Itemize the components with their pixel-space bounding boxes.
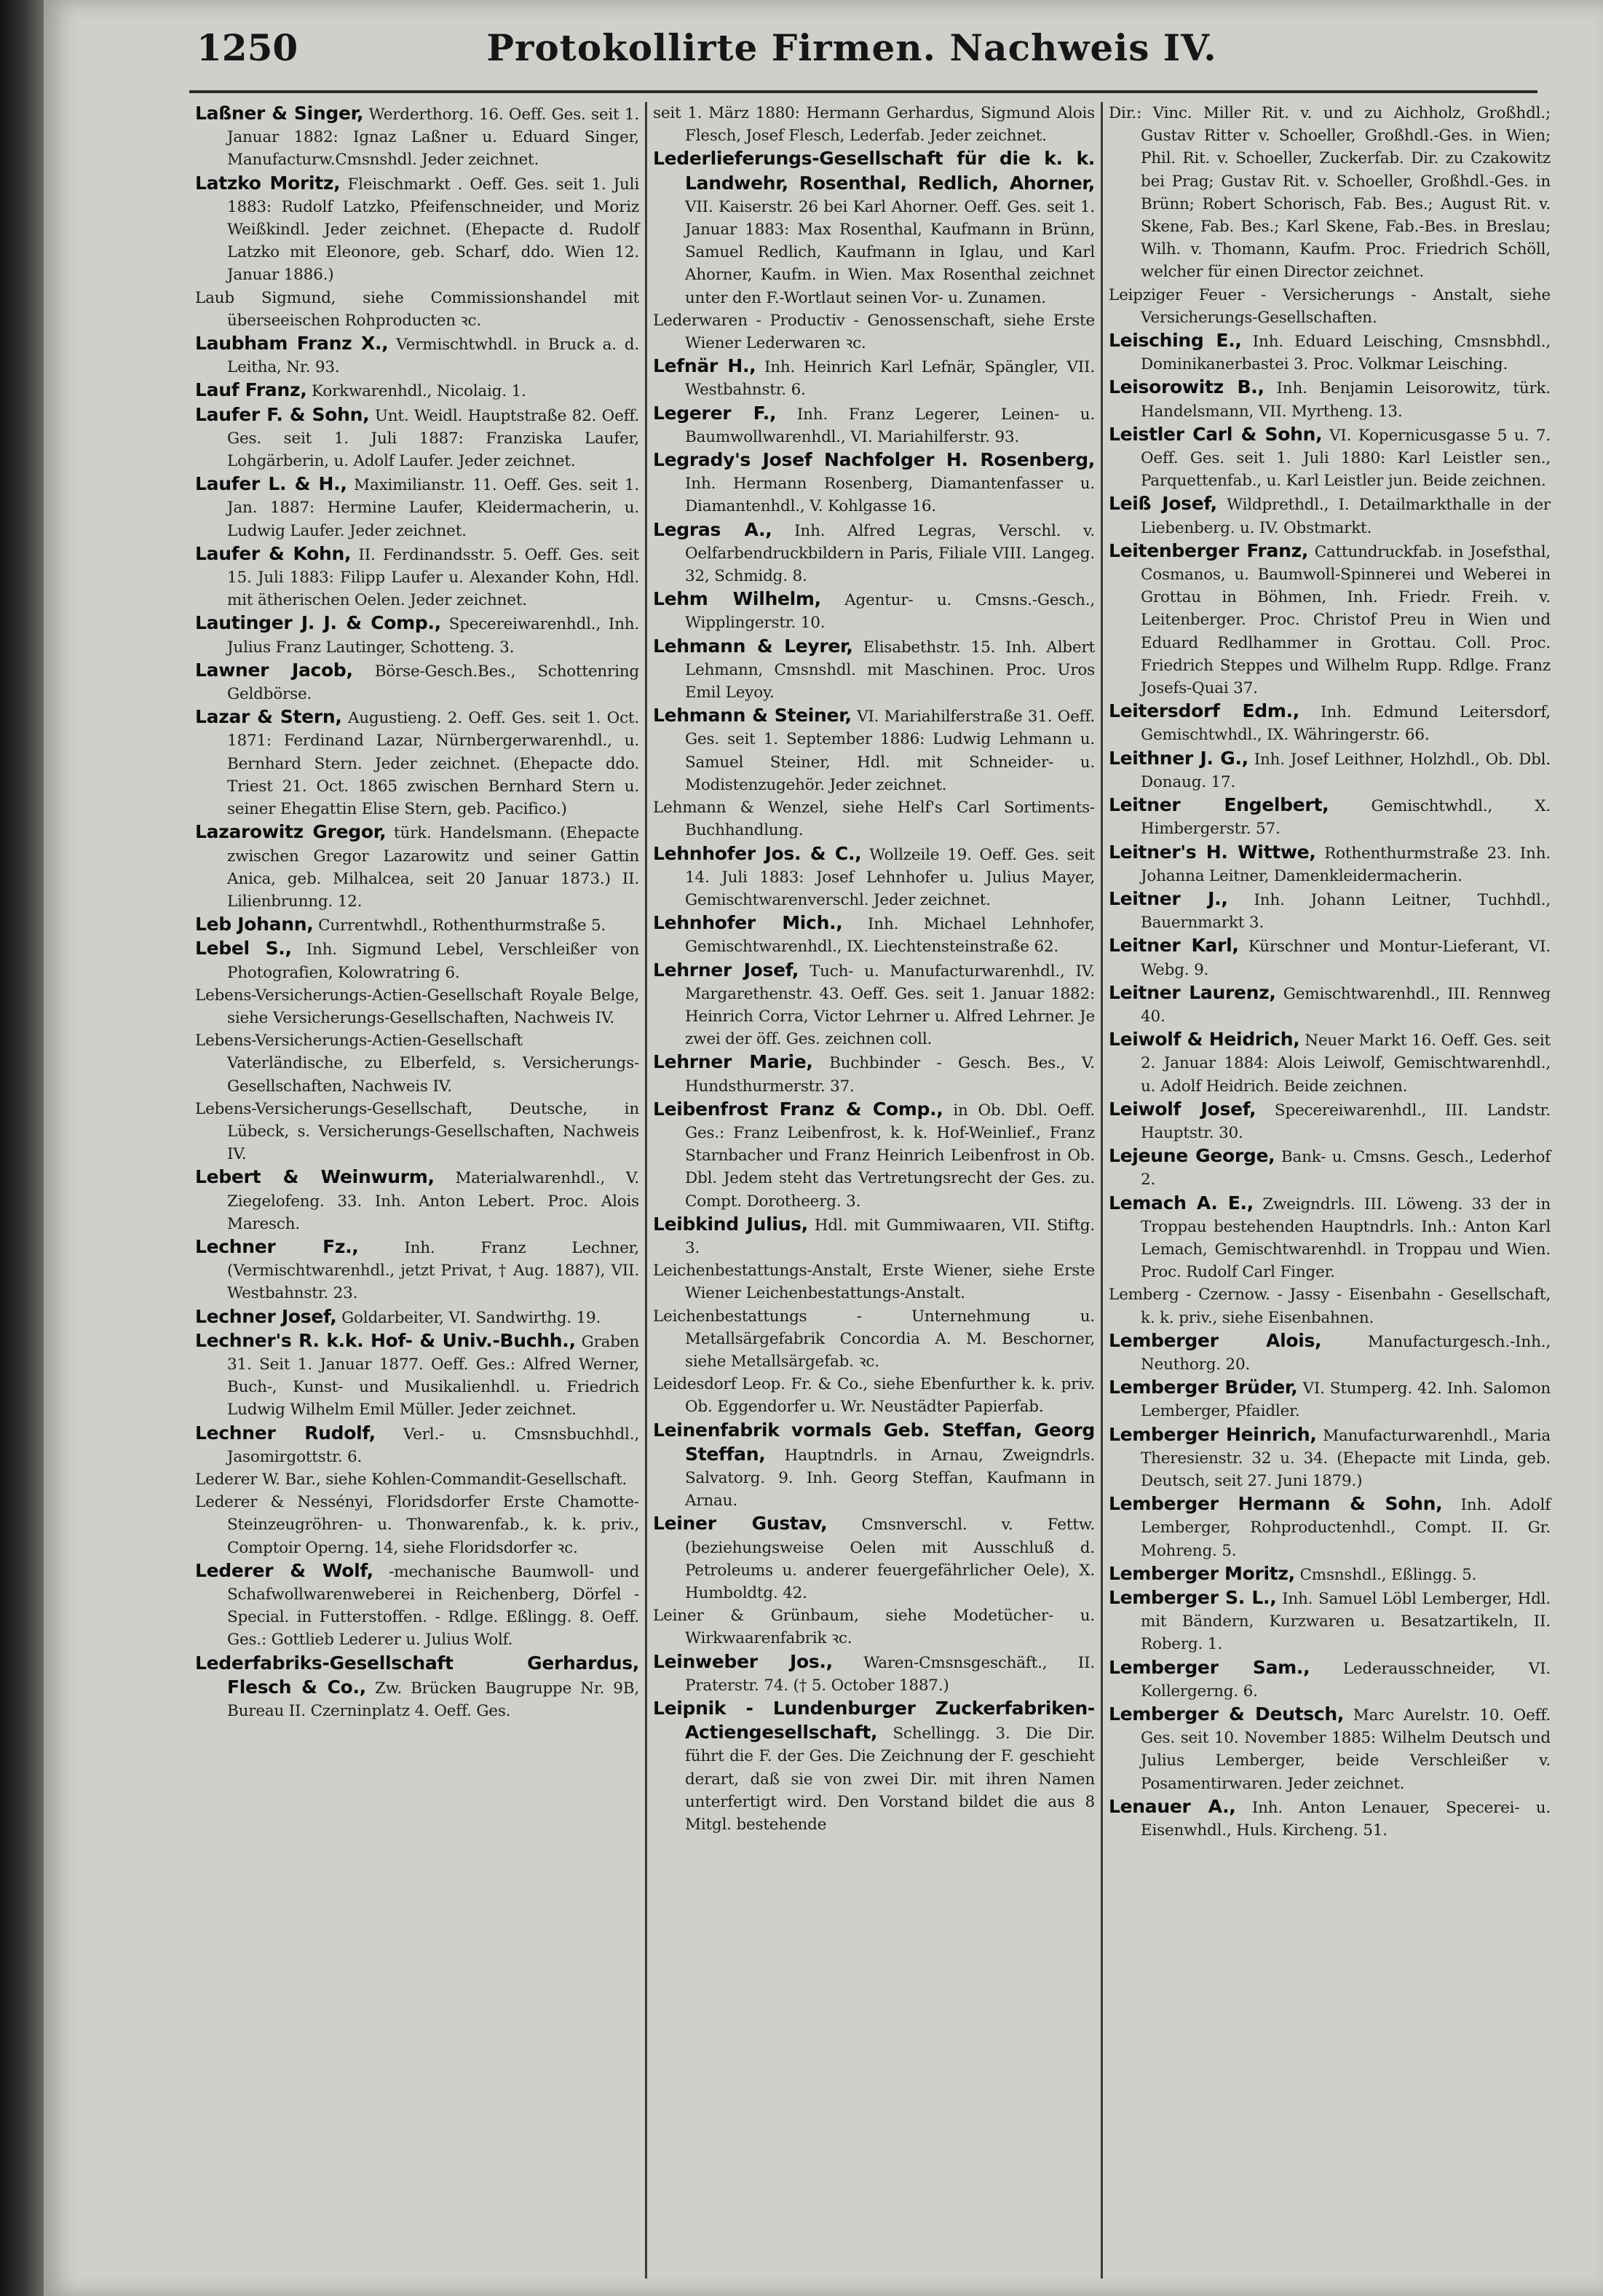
entry-text: Lederer & Nessényi, Floridsdorfer Erste Chamotte-Steinzeugröhren- u. Thonwarenfab., k. k. priv., Comptoir Operng. 14, siehe Floridsdorfer ꝛc. [195, 1493, 639, 1557]
directory-entry [1109, 1703, 1551, 1795]
firm-name: Leiner Gustav, [653, 1513, 828, 1535]
directory-entry [653, 704, 1095, 796]
entry-text: Inh. Eduard Leisching, Cmsnsbhdl., Dominikanerbastei 3. Proc. Volkmar Leisching. [1141, 333, 1551, 374]
directory-entry [1109, 1329, 1551, 1376]
entry-text: Inh. Anton Lenauer, Specerei- u. Eisenwhdl., Huls. Kircheng. 51. [1141, 1798, 1551, 1840]
entry-text: Cmsnverschl. v. Fettw. (beziehungsweise Oelen mit Ausschluß d. Petroleums u. anderer feuergefährlicher Oele), X. Humboldtg. 42. [685, 1516, 1095, 1602]
entry-text: VII. Kaiserstr. 26 bei Karl Ahorner. Oeff. Ges. seit 1. Januar 1883: Max Rosenthal, Kaufmann in Brünn, Samuel Redlich, Kaufmann in Iglau, und Karl Ahorner, Kaufm. in Wien. Max Rosenthal zeichnet unter den F.-Wortlaut seinen Vor- u. Zunamen. [685, 197, 1095, 307]
directory-entry [1109, 981, 1551, 1028]
directory-entry [195, 332, 639, 379]
directory-entry [653, 355, 1095, 401]
firm-name: Lederlieferungs-Gesellschaft für die k. k. Landwehr, Rosenthal, Redlich, Ahorner, [653, 148, 1095, 194]
directory-entry [1109, 1283, 1551, 1329]
directory-entry [195, 1098, 639, 1166]
firm-name: Leitner's H. Wittwe, [1109, 841, 1316, 863]
directory-entry [1109, 102, 1551, 284]
entry-text: Lehmann & Wenzel, siehe Helf's Carl Sortiments-Buchhandlung. [653, 799, 1095, 840]
entry-text: Buchbinder - Gesch. Bes., V. Hundsthurmerstr. 37. [685, 1054, 1095, 1096]
firm-name: Leiwolf Josef, [1109, 1098, 1256, 1120]
directory-entry [653, 147, 1095, 309]
entry-text: seit 1. März 1880: Hermann Gerhardus, Sigmund Alois Flesch, Josef Flesch, Lederfab. Jeder zeichnet. [653, 104, 1095, 146]
entry-text: in Ob. Dbl. Oeff. Ges.: Franz Leibenfrost, k. k. Hof-Weinlief., Franz Starnbacher und Franz Heinrich Leibenfrost in Ob. Dbl. Jedem steht das Vertretungsrecht der Ges. zu. Compt. Dorotheerg. 3. [685, 1101, 1095, 1211]
firm-name: Leithner J. G., [1109, 747, 1248, 769]
header-rule [189, 90, 1537, 93]
entry-text: -mechanische Baumwoll- und Schafwollwarenweberei in Reichenberg, Dörfel - Special. in Futterstoffen. - Rdlge. Eßlingg. 8. Oeff. Ges.: Gottlieb Lederer u. Julius Wolf. [227, 1562, 640, 1650]
directory-entry [1109, 1028, 1551, 1098]
firm-name: Lenauer A., [1109, 1795, 1236, 1817]
columns [189, 102, 1558, 2279]
directory-entry [653, 402, 1095, 448]
directory-entry [195, 1305, 639, 1329]
entry-text: Inh. Franz Lechner, (Vermischtwarenhdl., jetzt Privat, † Aug. 1887), VII. Westbahnstr. 23. [227, 1238, 639, 1303]
entry-text: Waren-Cmsnsgeschäft., II. Praterstr. 74. († 5. October 1887.) [685, 1653, 1095, 1695]
firm-name: Lejeune George, [1109, 1145, 1275, 1167]
firm-name: Lehrner Marie, [653, 1051, 813, 1073]
entry-text: Leichenbestattungs-Anstalt, Erste Wiener, siehe Erste Wiener Leichenbestattungs-Anstalt. [653, 1262, 1095, 1303]
entry-text: Inh. Michael Lehnhofer, Gemischtwarenhdl., IX. Liechtensteinstraße 62. [685, 915, 1096, 957]
directory-entry [195, 1329, 639, 1422]
firm-name: Lemberger Heinrich, [1109, 1423, 1317, 1445]
directory-entry [195, 542, 639, 612]
entry-text: Hdl. mit Gummiwaaren, VII. Stiftg. 3. [685, 1216, 1096, 1257]
directory-entry [1109, 1098, 1551, 1144]
entry-text: VI. Stumperg. 42. Inh. Salomon Lemberger, Pfaidler. [1141, 1379, 1551, 1421]
entry-text: Inh. Edmund Leitersdorf, Gemischtwhdl., IX. Währingerstr. 66. [1141, 703, 1551, 745]
entry-text: VI. Mariahilferstraße 31. Oeff. Ges. seit 1. September 1886: Ludwig Lehmann u. Samuel Steiner, Hdl. mit Schneider- u. Modistenzugehör. Jeder zeichnet. [685, 708, 1095, 794]
directory-entry [653, 587, 1095, 634]
directory-entry [653, 1604, 1095, 1650]
firm-name: Leb Johann, [195, 914, 314, 935]
directory-entry [653, 959, 1095, 1051]
entry-text: Leiner & Grünbaum, siehe Modetücher- u. Wirkwaarenfabrik ꝛc. [653, 1607, 1095, 1648]
firm-name: Lehnhofer Mich., [653, 912, 843, 934]
entry-text: Tuch- u. Manufacturwarenhdl., IV. Margarethenstr. 43. Oeff. Ges. seit 1. Januar 1882: Heinrich Corra, Victor Lehrner u. Alfred Lehrner. Je zwei der öff. Ges. zeichnen coll. [685, 962, 1095, 1049]
firm-name: Legrady's Josef Nachfolger H. Rosenberg, [653, 449, 1095, 471]
firm-name: Laßner & Singer, [195, 103, 364, 124]
directory-entry [1109, 284, 1551, 329]
firm-name: Laufer F. & Sohn, [195, 403, 370, 425]
directory-entry [653, 1650, 1095, 1697]
page-number: 1250 [197, 26, 298, 69]
firm-name: Leistler Carl & Sohn, [1109, 423, 1323, 445]
entry-text: Goldarbeiter, VI. Sandwirthg. 19. [341, 1308, 601, 1327]
entry-text: Leipziger Feuer - Versicherungs - Anstalt, siehe Versicherungs-Gesellschaften. [1109, 285, 1551, 327]
firm-name: Lebert & Weinwurm, [195, 1166, 435, 1188]
entry-text: Lemberg - Czernow. - Jassy - Eisenbahn - Gesellschaft, k. k. priv., siehe Eisenbahnen. [1109, 1286, 1551, 1327]
entry-text: Materialwarenhdl., V. Ziegelofeng. 33. Inh. Anton Lebert. Proc. Alois Maresch. [227, 1169, 640, 1233]
running-title: Protokollirte Firmen. Nachweis IV. [486, 26, 1217, 69]
firm-name: Leinweber Jos., [653, 1650, 833, 1672]
entry-text: Schellingg. 3. Die Dir. führt die F. der Ges. Die Zeichnung der F. geschieht derart, daß sie von zwei Dir. mit ihren Namen unterfertigt wird. Den Vorstand bildet die aus 8 Mitgl. bestehende [685, 1725, 1096, 1834]
firm-name: Lemberger Hermann & Sohn, [1109, 1493, 1443, 1515]
firm-name: Lemberger Alois, [1109, 1329, 1322, 1351]
directory-entry [195, 172, 639, 287]
directory-entry [1109, 841, 1551, 887]
directory-entry [653, 842, 1095, 912]
entry-text: Rothenthurmstraße 23. Inh. Johanna Leitner, Damenkleidermacherin. [1141, 844, 1551, 885]
directory-entry [195, 1165, 639, 1235]
directory-entry [195, 102, 639, 172]
firm-name: Leitenberger Franz, [1109, 539, 1309, 561]
firm-name: Lederer & Wolf, [195, 1559, 373, 1581]
firm-name: Legras A., [653, 518, 772, 540]
directory-entry [1109, 1795, 1551, 1842]
firm-name: Leiwolf & Heidrich, [1109, 1029, 1300, 1050]
entry-text: Vermischtwhdl. in Bruck a. d. Leitha, Nr. 93. [227, 336, 640, 377]
entry-text: Gemischtwarenhdl., III. Rennweg 40. [1141, 984, 1551, 1026]
directory-entry [195, 913, 639, 937]
directory-entry [1109, 1144, 1551, 1191]
firm-name: Lechner Fz., [195, 1235, 359, 1257]
entry-text: VI. Kopernicusgasse 5 u. 7. Oeff. Ges. seit 1. Juli 1880: Karl Leistler sen., Parquettenfab., u. Karl Leistler jun. Beide zeichnen. [1141, 426, 1551, 491]
directory-page [44, 0, 1603, 2296]
directory-entry [1109, 1492, 1551, 1562]
firm-name: Lazarowitz Gregor, [195, 821, 387, 843]
directory-entry [195, 659, 639, 705]
firm-name: Lemberger Moritz, [1109, 1562, 1295, 1584]
directory-entry [195, 1559, 639, 1652]
directory-entry [1109, 793, 1551, 840]
firm-name: Laufer & Kohn, [195, 542, 352, 564]
entry-text: Korkwarenhdl., Nicolaig. 1. [312, 382, 526, 401]
directory-entry [653, 1697, 1095, 1836]
firm-name: Lebel S., [195, 938, 292, 959]
entry-text: Wildprethdl., I. Detailmarkthalle in der Liebenberg. u. IV. Obstmarkt. [1141, 496, 1551, 537]
entry-text: Specereiwarenhdl., III. Landstr. Hauptstr. 30. [1141, 1101, 1551, 1142]
directory-entry [653, 796, 1095, 842]
directory-entry [1109, 1586, 1551, 1656]
directory-entry [195, 611, 639, 658]
directory-entry [195, 403, 639, 473]
entry-text: Wollzeile 19. Oeff. Ges. seit 14. Juli 1883: Josef Lehnhofer u. Julius Mayer, Gemischtwarenverschl. Jeder zeichnet. [685, 845, 1095, 909]
firm-name: Lehrner Josef, [653, 959, 799, 981]
firm-name: Lemberger Sam., [1109, 1656, 1310, 1678]
entry-text: Leidesdorf Leop. Fr. & Co., siehe Ebenfurther k. k. priv. Ob. Eggendorfer u. Wr. Neustädter Papierfab. [653, 1375, 1095, 1417]
firm-name: Lazar & Stern, [195, 706, 342, 728]
entry-text: Leichenbestattungs - Unternehmung u. Metallsärgefabrik Concordia A. M. Beschorner, siehe Metallsärgefab. ꝛc. [653, 1307, 1095, 1371]
entry-text: türk. Handelsmann. (Ehepacte zwischen Gregor Lazarowitz und seiner Gattin Anica, geb. Milhalcea, seit 20 Januar 1873.) II. Lilienbrunng. 12. [227, 824, 639, 911]
directory-entry [1109, 1562, 1551, 1586]
directory-entry [1109, 934, 1551, 981]
firm-name: Leibkind Julius, [653, 1213, 808, 1235]
firm-name: Leiß Josef, [1109, 493, 1217, 515]
entry-text: Kürschner und Montur-Lieferant, VI. Webg. 9. [1141, 938, 1551, 979]
directory-entry [195, 1468, 639, 1491]
firm-name: Lautinger J. J. & Comp., [195, 612, 441, 634]
firm-name: Lawner Jacob, [195, 659, 353, 681]
book-gutter [0, 0, 44, 2296]
directory-entry [1109, 423, 1551, 493]
firm-name: Lederfabriks-Gesellschaft Gerhardus, Flesch & Co., [195, 1652, 639, 1698]
entry-text: Verl.- u. Cmsnsbuchhdl., Jasomirgottstr. 6. [227, 1425, 640, 1466]
entry-text: Inh. Sigmund Lebel, Verschleißer von Photografien, Kolowratring 6. [227, 941, 640, 982]
directory-entry [653, 102, 1095, 147]
directory-entry [1109, 1656, 1551, 1703]
directory-entry [653, 1512, 1095, 1604]
firm-name: Leitner Engelbert, [1109, 794, 1329, 816]
directory-entry [1109, 539, 1551, 700]
entry-text: Börse-Gesch.Bes., Schottenring Geldbörse. [227, 662, 639, 704]
directory-entry [653, 1419, 1095, 1513]
firm-name: Lemberger & Deutsch, [1109, 1703, 1345, 1725]
entry-text: Cmsnshdl., Eßlingg. 5. [1299, 1565, 1477, 1584]
entry-text: Inh. Johann Leitner, Tuchhdl., Bauernmarkt 3. [1141, 890, 1551, 933]
column-1 [189, 102, 645, 2279]
firm-name: Lemberger Brüder, [1109, 1377, 1298, 1398]
directory-entry [195, 1029, 639, 1098]
entry-text: Lebens-Versicherungs-Actien-Gesellschaft Royale Belge, siehe Versicherungs-Gesellschaften, Nachweis IV. [195, 986, 639, 1027]
firm-name: Lechner Rudolf, [195, 1422, 376, 1444]
entry-text: Inh. Franz Legerer, Leinen- u. Baumwollwarenhdl., VI. Mariahilferstr. 93. [685, 405, 1095, 446]
directory-entry [195, 984, 639, 1029]
entry-text: Augustieng. 2. Oeff. Ges. seit 1. Oct. 1871: Ferdinand Lazar, Nürnbergerwarenhdl., u. Bernhard Stern. Jeder zeichnet. (Ehepacte ddo. Triest 21. Oct. 1865 zwischen Bernhard Stern u. seiner Ehegattin Elise Stern, geb. Pacifico.) [227, 709, 639, 819]
entry-text: Lederer W. Bar., siehe Kohlen-Commandit-Gesellschaft. [195, 1470, 628, 1489]
column-3 [1101, 102, 1556, 2279]
firm-name: Leinenfabrik vormals Geb. Steffan, Georg Steffan, [653, 1419, 1095, 1465]
firm-name: Lefnär H., [653, 355, 756, 377]
firm-name: Latzko Moritz, [195, 172, 341, 194]
entry-text: Maximilianstr. 11. Oeff. Ges. seit 1. Jan. 1887: Hermine Laufer, Kleidermacherin, u. Ludwig Laufer. Jeder zeichnet. [227, 476, 639, 540]
entry-text: Inh. Alfred Legras, Verschl. v. Oelfarbendruckbildern in Paris, Filiale VIII. Langeg. 32, Schmidg. 8. [685, 521, 1095, 586]
directory-entry [653, 1098, 1095, 1213]
directory-entry [653, 1213, 1095, 1259]
entry-text: Inh. Josef Leithner, Holzhdl., Ob. Dbl. Donaug. 17. [1141, 750, 1551, 791]
firm-name: Lemach A. E., [1109, 1192, 1254, 1214]
firm-name: Lemberger S. L., [1109, 1587, 1277, 1608]
entry-text: Werderthorg. 16. Oeff. Ges. seit 1. Januar 1882: Ignaz Laßner u. Eduard Singer, Manufacturw.Cmsnshdl. Jeder zeichnet. [227, 106, 639, 170]
entry-text: Laub Sigmund, siehe Commissionshandel mit überseeischen Rohproducten ꝛc. [195, 288, 639, 330]
directory-entry [653, 635, 1095, 705]
entry-text: Neuer Markt 16. Oeff. Ges. seit 2. Januar 1884: Alois Leiwolf, Gemischtwarenhdl., u. Adolf Heidrich. Beide zeichnen. [1141, 1032, 1551, 1096]
firm-name: Lehm Wilhelm, [653, 588, 821, 610]
directory-entry [195, 379, 639, 403]
firm-name: Lechner's R. k.k. Hof- & Univ.-Buchh., [195, 1329, 576, 1351]
firm-name: Lechner Josef, [195, 1305, 337, 1327]
entry-text: Lederausschneider, VI. Kollergerng. 6. [1141, 1659, 1551, 1701]
entry-text: Inh. Adolf Lemberger, Rohproductenhdl., Compt. II. Gr. Mohreng. 5. [1141, 1496, 1551, 1560]
entry-text: Lebens-Versicherungs-Gesellschaft, Deutsche, in Lübeck, s. Versicherungs-Gesellschaften, Nachweis IV. [195, 1099, 639, 1164]
firm-name: Laubham Franz X., [195, 333, 389, 355]
directory-entry [653, 911, 1095, 958]
directory-entry [1109, 887, 1551, 934]
firm-name: Leitner Karl, [1109, 935, 1239, 957]
directory-entry [195, 287, 639, 332]
directory-entry [1109, 1423, 1551, 1493]
entry-text: II. Ferdinandsstr. 5. Oeff. Ges. seit 15. Juli 1883: Filipp Laufer u. Alexander Kohn, Hdl. mit ätherischen Oelen. Jeder zeichnet. [227, 545, 639, 610]
firm-name: Legerer F., [653, 402, 777, 424]
directory-entry [195, 1652, 639, 1723]
firm-name: Leitner J., [1109, 887, 1228, 909]
directory-entry [653, 309, 1095, 355]
entry-text: Fleischmarkt . Oeff. Ges. seit 1. Juli 1883: Rudolf Latzko, Pfeifenschneider, und Moriz Weißkindl. Jeder zeichnet. (Ehepacte d. Rudolf Latzko mit Eleonore, geb. Scharf, ddo. Wien 12. Januar 1886.) [227, 175, 639, 285]
entry-text: Elisabethstr. 15. Inh. Albert Lehmann, Cmsnshdl. mit Maschinen. Proc. Uros Emil Leyoy. [685, 638, 1095, 702]
entry-text: Marc Aurelstr. 10. Oeff. Ges. seit 10. November 1885: Wilhelm Deutsch und Julius Lemberger, beide Verschleißer v. Posamentirwaren. Jeder zeichnet. [1141, 1706, 1551, 1793]
firm-name: Lehmann & Steiner, [653, 705, 852, 727]
firm-name: Leibenfrost Franz & Comp., [653, 1098, 943, 1120]
entry-text: Manufacturwarenhdl., Maria Theresienstr. 32 u. 34. (Ehepacte mit Linda, geb. Deutsch, seit 27. Juni 1879.) [1141, 1426, 1551, 1490]
directory-entry [653, 1305, 1095, 1374]
directory-entry [195, 705, 639, 820]
directory-entry [1109, 1192, 1551, 1284]
entry-text: Inh. Heinrich Karl Lefnär, Spängler, VII. Westbahnstr. 6. [685, 358, 1095, 400]
entry-text: Graben 31. Seit 1. Januar 1877. Oeff. Ges.: Alfred Werner, Buch-, Kunst- und Musikalienhdl. u. Friedrich Ludwig Wilhelm Emil Müller. Jeder zeichnet. [227, 1332, 639, 1420]
entry-text: Lederwaren - Productiv - Genossenschaft, siehe Erste Wiener Lederwaren ꝛc. [653, 311, 1095, 353]
entry-text: Inh. Benjamin Leisorowitz, türk. Handelsmann, VII. Myrtheng. 13. [1141, 379, 1551, 421]
entry-text: Zw. Brücken Baugruppe Nr. 9B, Bureau II. Czerninplatz 4. Oeff. Ges. [227, 1679, 640, 1721]
directory-entry [653, 1373, 1095, 1418]
firm-name: Lehnhofer Jos. & C., [653, 842, 862, 864]
entry-text: Unt. Weidl. Hauptstraße 82. Oeff. Ges. seit 1. Juli 1887: Franziska Laufer, Lohgärberin, u. Adolf Laufer. Jeder zeichnet. [227, 406, 640, 471]
entry-text: Zweigndrls. III. Löweng. 33 der in Troppau bestehenden Hauptndrls. Inh.: Anton Karl Lemach, Gemischtwarenhdl. in Troppau und Wien. Proc. Rudolf Carl Finger. [1141, 1195, 1551, 1282]
directory-entry [195, 1422, 639, 1468]
page-header [197, 26, 1507, 92]
entry-text: Currentwhdl., Rothenthurmstraße 5. [318, 917, 606, 935]
directory-entry [195, 820, 639, 913]
firm-name: Lauf Franz, [195, 379, 307, 401]
directory-entry [195, 1491, 639, 1559]
entry-text: Inh. Samuel Löbl Lemberger, Hdl. mit Bändern, Kurzwaren u. Besatzartikeln, II. Roberg. 1. [1141, 1590, 1551, 1654]
firm-name: Leipnik - Lundenburger Zuckerfabriken-Actiengesellschaft, [653, 1698, 1095, 1743]
firm-name: Leisorowitz B., [1109, 376, 1264, 398]
directory-entry [1109, 1376, 1551, 1422]
directory-entry [195, 1235, 639, 1305]
entry-text: Lebens-Versicherungs-Actien-Gesellschaft Vaterländische, zu Elberfeld, s. Versicherungs-Gesellschaften, Nachweis IV. [195, 1032, 639, 1096]
directory-entry [1109, 492, 1551, 539]
directory-entry [195, 937, 639, 983]
directory-entry [653, 1050, 1095, 1097]
entry-text: Cattundruckfab. in Josefsthal, Cosmanos, u. Baumwoll-Spinnerei und Weberei in Grottau in Böhmen, Inh. Friedr. Freih. v. Leitenberger. Proc. Christof Preu in Wien und Eduard Redlhammer in Grottau. Coll. Proc. Friedrich Steppes und Wilhelm Rupp. Rdlge. Franz Josefs-Quai 37. [1141, 542, 1551, 698]
directory-entry [1109, 376, 1551, 422]
entry-text: Manufacturgesch.-Inh., Neuthorg. 20. [1141, 1332, 1551, 1374]
firm-name: Leitner Laurenz, [1109, 981, 1276, 1003]
directory-entry [1109, 329, 1551, 376]
entry-text: Gemischtwhdl., X. Himbergerstr. 57. [1141, 797, 1551, 839]
directory-entry [1109, 747, 1551, 793]
firm-name: Lehmann & Leyrer, [653, 635, 853, 657]
firm-name: Laufer L. & H., [195, 473, 347, 495]
entry-text: Dir.: Vinc. Miller Rit. v. und zu Aichholz, Großhdl.; Gustav Ritter v. Schoeller, Großhdl.-Ges. in Wien; Phil. Rit. v. Schoeller, Zuckerfab. Dir. zu Czakowitz bei Prag; Gustav Rit. v. Schoeller, Großhdl.-Ges. in Brünn; Robert Schorisch, Fab. Bes.; August Rit. v. Skene, Fab. Bes.; Karl Skene, Fab.-Bes. in Breslau; Wilh. v. Thomann, Kaufm. Proc. Friedrich Schöll, welcher für einen Director zeichnet. [1109, 104, 1551, 282]
column-2 [645, 102, 1101, 2279]
entry-text: Specereiwarenhdl., Inh. Julius Franz Lautinger, Schotteng. 3. [227, 615, 640, 657]
directory-entry [653, 1259, 1095, 1305]
directory-entry [653, 518, 1095, 588]
directory-entry [195, 472, 639, 542]
entry-text: Hauptndrls. in Arnau, Zweigndrls. Salvatorg. 9. Inh. Georg Steffan, Kaufmann in Arnau. [685, 1446, 1096, 1511]
directory-entry [1109, 700, 1551, 746]
firm-name: Leisching E., [1109, 330, 1242, 352]
firm-name: Leitersdorf Edm., [1109, 700, 1299, 722]
directory-entry [653, 448, 1095, 518]
entry-text: Inh. Hermann Rosenberg, Diamantenfasser u. Diamantenhdl., V. Kohlgasse 16. [685, 475, 1095, 516]
entry-text: Bank- u. Cmsns. Gesch., Lederhof 2. [1141, 1148, 1551, 1189]
entry-text: Agentur- u. Cmsns.-Gesch., Wipplingerstr. 10. [685, 591, 1096, 633]
